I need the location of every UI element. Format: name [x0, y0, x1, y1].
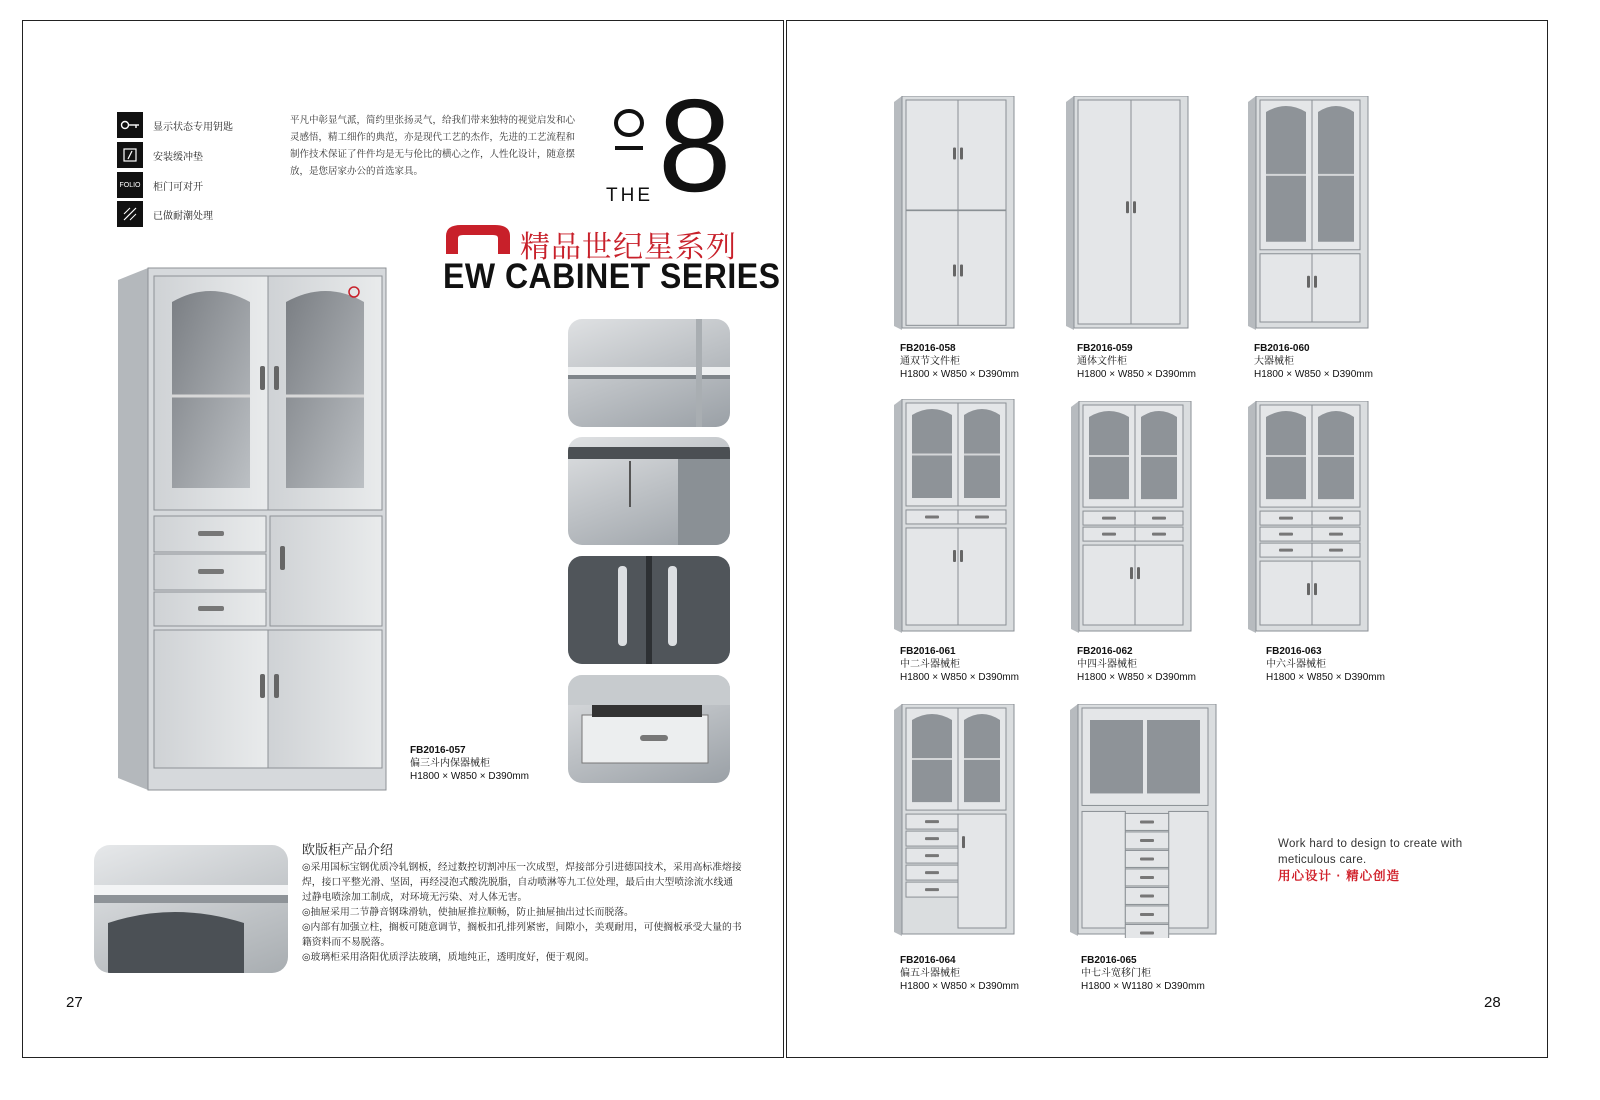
feature-label: 柜门可对开	[153, 181, 203, 193]
product-caption	[900, 645, 1019, 684]
main-cabinet-image	[118, 266, 390, 792]
product-name: 通体文件柜	[1077, 356, 1127, 367]
intro-paragraph: 平凡中彰显气派，简约里张扬灵气，给我们带来独特的视觉启发和心灵感悟，精工细作的典范，亦是现代工艺的杰作，先进的工艺流程和制作技术保证了件件均是无与伦比的横心之作，人性化设计，随意摆放，是您居家办公的首选家具。	[290, 115, 576, 177]
cabinet-image	[894, 704, 1016, 938]
product-size: H1800 × W850 × D390mm	[410, 771, 529, 782]
product-size: H1800 × W850 × D390mm	[900, 672, 1019, 683]
brand-logo-icon	[443, 222, 513, 256]
description-line: ◎玻璃柜采用洛阳优质浮法玻璃，质地纯正，透明度好，便于观阅。	[302, 952, 595, 963]
product-name: 中七斗宽移门柜	[1081, 968, 1151, 979]
slogan-en: Work hard to design to create with meticulous care.	[1278, 838, 1463, 866]
product-caption	[1266, 645, 1385, 684]
buffer-icon	[117, 142, 143, 168]
product-model: FB2016-057	[410, 745, 466, 756]
slogan	[1278, 836, 1488, 884]
product-size: H1800 × W850 × D390mm	[1254, 369, 1373, 380]
product-model: FB2016-064	[900, 955, 956, 966]
feature-label: 已做耐潮处理	[153, 210, 213, 222]
description-line: ◎抽屉采用二节静音钢珠滑轨，使抽屉推拉顺畅，防止抽屉抽出过长而脱落。	[302, 907, 634, 918]
description-line: ◎采用国标宝钢优质冷轧钢板，经过数控切割冲压一次成型，焊接部分引进德国技术，采用高标准熔接焊，接口平整光滑、坚固，再经浸泡式酸洗脱脂，自动喷淋等九工位处理，最后由大型喷涂流水线通过静电喷涂加工制成，对环境无污染、对人体无害。	[302, 862, 742, 903]
series-title-cn: 精品世纪星系列	[520, 230, 737, 265]
product-caption	[1077, 342, 1196, 381]
description-line: ◎内部有加强立柱，搁板可随意调节，搁板扣孔排列紧密，间隙小，美观耐用，可使搁板承受大量的书籍资料而不易脱落。	[302, 922, 742, 948]
page-number-right: 28	[1484, 994, 1501, 1011]
feature-folio	[117, 172, 203, 198]
product-model: FB2016-065	[1081, 955, 1137, 966]
feature-key	[117, 112, 233, 138]
cabinet-image	[1071, 401, 1193, 635]
product-caption	[900, 954, 1019, 993]
product-size: H1800 × W850 × D390mm	[1077, 369, 1196, 380]
detail-photo-shelf	[568, 319, 730, 427]
cabinet-image	[1070, 704, 1218, 938]
slogan-cn: 用心设计 · 精心创造	[1278, 869, 1401, 883]
feature-label: 显示状态专用钥匙	[153, 121, 233, 133]
folio-icon: FOLIO	[117, 172, 143, 198]
cabinet-image	[894, 399, 1016, 635]
product-name: 大器械柜	[1254, 356, 1294, 367]
detail-photo-handles	[568, 556, 730, 664]
product-name: 中六斗器械柜	[1266, 659, 1326, 670]
page-number-left: 27	[66, 994, 83, 1011]
feature-moisture	[117, 201, 213, 227]
detail-photo-drawer	[568, 675, 730, 783]
product-name: 偏五斗器械柜	[900, 968, 960, 979]
cabinet-image	[1248, 96, 1370, 332]
product-name: 偏三斗内保器械柜	[410, 758, 490, 769]
moisture-icon	[117, 201, 143, 227]
feature-label: 安装缓冲垫	[153, 151, 203, 163]
product-name: 通双节文件柜	[900, 356, 960, 367]
product-size: H1800 × W850 × D390mm	[900, 369, 1019, 380]
cabinet-image	[1066, 96, 1190, 332]
product-size: H1800 × W850 × D390mm	[1266, 672, 1385, 683]
product-caption	[1077, 645, 1196, 684]
main-product-caption	[410, 744, 529, 783]
product-model: FB2016-060	[1254, 343, 1310, 354]
issue-number: 8	[658, 72, 732, 219]
product-caption	[1081, 954, 1205, 993]
the-label: THE	[606, 185, 653, 206]
product-size: H1800 × W850 × D390mm	[900, 981, 1019, 992]
product-name: 中二斗器械柜	[900, 659, 960, 670]
key-icon	[117, 112, 143, 138]
detail-photo-top-corner	[94, 845, 288, 973]
product-description	[302, 842, 742, 965]
product-model: FB2016-058	[900, 343, 956, 354]
number-sign-icon	[612, 108, 646, 152]
product-caption	[900, 342, 1019, 381]
product-caption	[1254, 342, 1373, 381]
description-title: 欧版柜产品介绍	[302, 842, 394, 857]
product-name: 中四斗器械柜	[1077, 659, 1137, 670]
series-title-en: EW CABINET SERIES	[443, 256, 781, 296]
product-size: H1800 × W1180 × D390mm	[1081, 981, 1205, 992]
detail-photo-hinge	[568, 437, 730, 545]
product-size: H1800 × W850 × D390mm	[1077, 672, 1196, 683]
feature-buffer	[117, 142, 203, 168]
cabinet-image	[894, 96, 1016, 332]
product-model: FB2016-059	[1077, 343, 1133, 354]
product-model: FB2016-063	[1266, 646, 1322, 657]
product-model: FB2016-062	[1077, 646, 1133, 657]
product-model: FB2016-061	[900, 646, 956, 657]
cabinet-image	[1248, 401, 1370, 635]
